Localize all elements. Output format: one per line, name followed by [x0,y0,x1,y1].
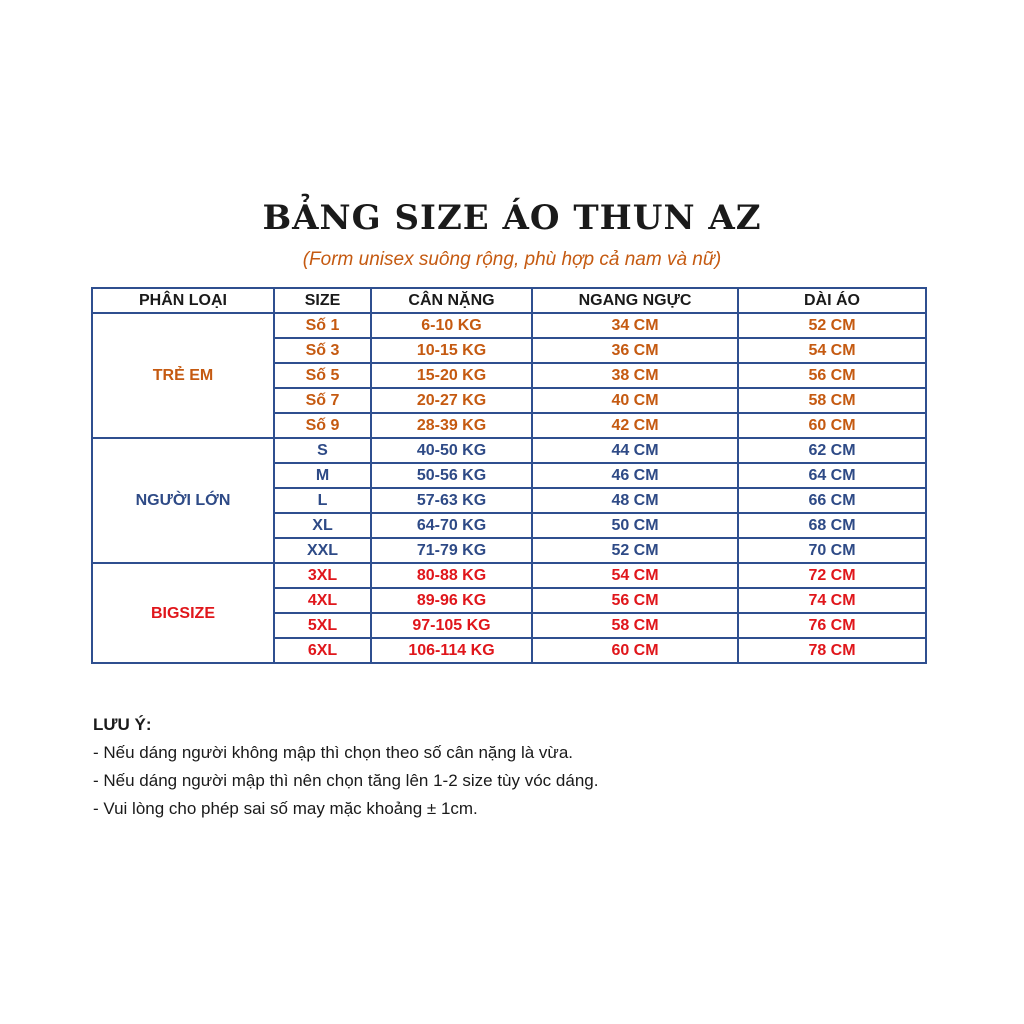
chest-cell: 42 CM [532,413,738,438]
length-cell: 76 CM [738,613,926,638]
length-cell: 52 CM [738,313,926,338]
length-cell: 64 CM [738,463,926,488]
table-row [92,313,926,338]
length-cell: 74 CM [738,588,926,613]
table-body [92,313,926,663]
length-cell: 70 CM [738,538,926,563]
weight-cell: 71-79 KG [371,538,532,563]
table-row [92,438,926,463]
header-length: DÀI ÁO [738,288,926,313]
weight-cell: 15-20 KG [371,363,532,388]
category-cell: TRẺ EM [92,313,274,438]
chest-cell: 56 CM [532,588,738,613]
size-cell: Số 1 [274,313,371,338]
header-category: PHÂN LOẠI [92,288,274,313]
chest-cell: 54 CM [532,563,738,588]
chest-cell: 48 CM [532,488,738,513]
category-cell: BIGSIZE [92,563,274,663]
chest-cell: 38 CM [532,363,738,388]
size-cell: XXL [274,538,371,563]
length-cell: 54 CM [738,338,926,363]
weight-cell: 64-70 KG [371,513,532,538]
note-line: - Nếu dáng người mập thì nên chọn tăng lên 1-2 size tùy vóc dáng. [93,771,599,790]
size-cell: S [274,438,371,463]
weight-cell: 80-88 KG [371,563,532,588]
chest-cell: 46 CM [532,463,738,488]
length-cell: 62 CM [738,438,926,463]
length-cell: 58 CM [738,388,926,413]
note-line: - Nếu dáng người không mập thì chọn theo số cân nặng là vừa. [93,743,573,762]
page-subtitle: (Form unisex suông rộng, phù hợp cả nam và nữ) [302,249,722,270]
size-cell: L [274,488,371,513]
header-weight: CÂN NẶNG [371,288,532,313]
size-cell: Số 9 [274,413,371,438]
chest-cell: 60 CM [532,638,738,663]
size-cell: M [274,463,371,488]
size-table [91,287,927,664]
length-cell: 66 CM [738,488,926,513]
note-line: - Vui lòng cho phép sai số may mặc khoảng ± 1cm. [93,799,478,818]
length-cell: 72 CM [738,563,926,588]
chest-cell: 58 CM [532,613,738,638]
weight-cell: 106-114 KG [371,638,532,663]
notes-title: LƯU Ý: [93,715,152,734]
length-cell: 56 CM [738,363,926,388]
weight-cell: 89-96 KG [371,588,532,613]
table-header-row [92,288,926,313]
chest-cell: 50 CM [532,513,738,538]
chest-cell: 44 CM [532,438,738,463]
table-row [92,563,926,588]
size-cell: Số 3 [274,338,371,363]
page-title: BẢNG SIZE ÁO THUN AZ [262,198,762,238]
weight-cell: 50-56 KG [371,463,532,488]
length-cell: 78 CM [738,638,926,663]
weight-cell: 20-27 KG [371,388,532,413]
chest-cell: 36 CM [532,338,738,363]
weight-cell: 97-105 KG [371,613,532,638]
size-cell: XL [274,513,371,538]
weight-cell: 10-15 KG [371,338,532,363]
size-cell: 6XL [274,638,371,663]
size-cell: 5XL [274,613,371,638]
length-cell: 68 CM [738,513,926,538]
chest-cell: 34 CM [532,313,738,338]
size-cell: Số 5 [274,363,371,388]
category-cell: NGƯỜI LỚN [92,438,274,563]
weight-cell: 40-50 KG [371,438,532,463]
header-chest: NGANG NGỰC [532,288,738,313]
weight-cell: 28-39 KG [371,413,532,438]
size-cell: Số 7 [274,388,371,413]
weight-cell: 6-10 KG [371,313,532,338]
header-size: SIZE [274,288,371,313]
weight-cell: 57-63 KG [371,488,532,513]
size-cell: 3XL [274,563,371,588]
notes-section [93,711,598,823]
length-cell: 60 CM [738,413,926,438]
chest-cell: 52 CM [532,538,738,563]
chest-cell: 40 CM [532,388,738,413]
size-cell: 4XL [274,588,371,613]
